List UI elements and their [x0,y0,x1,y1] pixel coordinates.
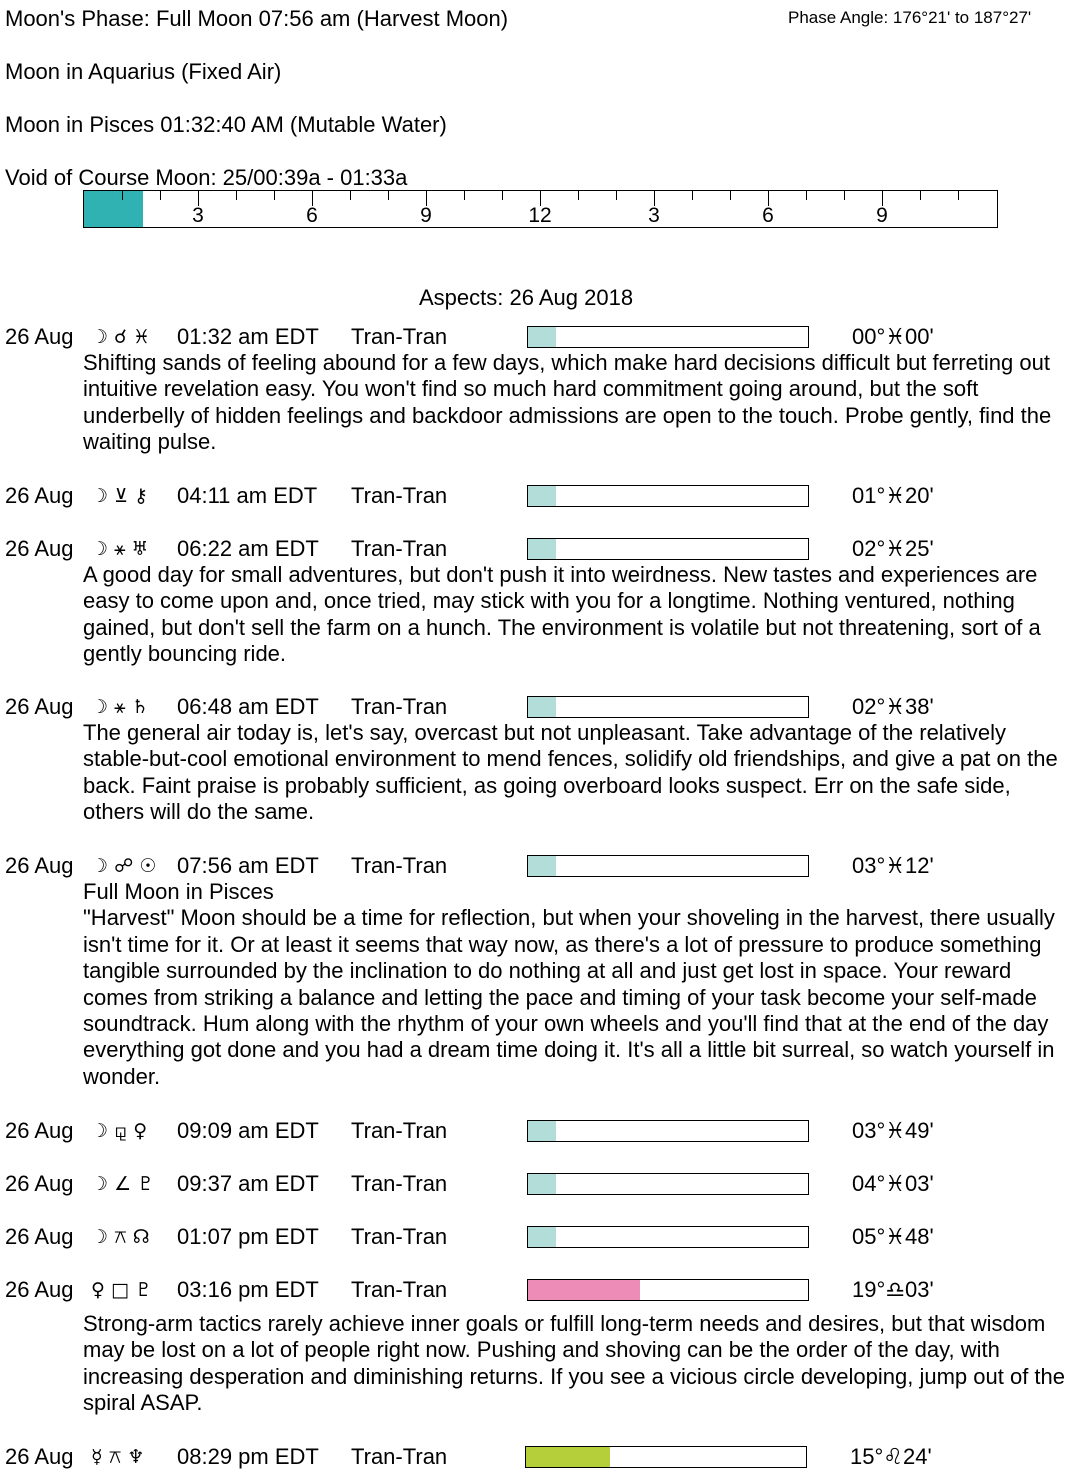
aspect-type: Tran-Tran [351,1224,448,1249]
hour-tick [806,191,807,200]
moon-in-aquarius: Moon in Aquarius (Fixed Air) [5,59,282,84]
aspect-date: 26 Aug [5,483,74,508]
aspect-description [83,1311,1073,1417]
aspect-type: Tran-Tran [351,1277,448,1302]
aspect-glyphs-icon: ☽ ⊻ ⚷ [91,485,148,507]
aspect-description-paragraph: A good day for small adventures, but don't push it into weirdness. New tastes and experiences are easy to come upon and, once tried, may stick with you for a longtime. Nothing ventured, nothing gained, but don't sell the farm on a hunch. The environment is volatile but not threatening, sort of a gently bouncing ride. [83,562,1041,667]
hour-label: 9 [420,204,432,227]
aspect-position: 15°♌24' [850,1444,932,1469]
aspect-description-paragraph: "Harvest" Moon should be a time for reflection, but when your shoveling in the harvest, there usually isn't time for it. Or at least it seems that way now, as there's a lot of pressure to produce something tangible surrounded by the inclination to do nothing at all and just get lost in space. Your reward comes from striking a balance and letting the pace and timing of your task become your self-made soundtrack. Hum along with the rhythm of your own wheels and you'll find that at the end of the day everything got done and you had a dream time doing it. It's all a little bit surreal, so watch yourself in wonder. [83,905,1055,1089]
aspect-position: 03°♓12' [852,853,934,878]
aspect-type: Tran-Tran [351,853,448,878]
aspect-glyphs-icon: ☽ ☍ ☉ [91,855,157,877]
aspect-strength-fill [526,1447,610,1467]
aspect-strength-fill [528,1227,556,1247]
hour-tick [730,191,731,200]
aspect-strength-fill [528,1280,640,1300]
void-of-course-timeline [83,190,998,228]
hour-tick [502,191,503,200]
aspect-row [0,1118,1080,1144]
aspect-type: Tran-Tran [351,1171,448,1196]
aspect-strength-bar [527,1279,809,1301]
aspect-position: 00°♓00' [852,324,934,349]
aspect-type: Tran-Tran [351,1118,448,1143]
aspect-row [0,694,1080,720]
hour-tick [274,191,275,200]
aspect-description-paragraph: Full Moon in Pisces [83,879,274,904]
aspect-description [83,879,1073,1090]
aspect-strength-fill [528,539,556,559]
aspect-row [0,1224,1080,1250]
hour-tick [578,191,579,200]
aspect-time: 08:29 pm EDT [177,1444,319,1469]
aspect-description [83,720,1073,826]
aspect-description [83,562,1073,668]
aspect-row [0,483,1080,509]
aspect-row [0,1444,1080,1470]
hour-tick [388,191,389,200]
aspect-time: 09:09 am EDT [177,1118,319,1143]
aspect-description-paragraph: Shifting sands of feeling abound for a few days, which make hard decisions difficult but ferreting out intuitive revelation easy. You won't find so much hard commitment going around, but the soft underbelly of hidden feelings and backdoor admissions are open to the touch. Probe gently, find the waiting pulse. [83,350,1052,455]
aspect-glyphs-icon: ☽ ∠ ♇ [91,1173,155,1195]
moon-phase: Moon's Phase: Full Moon 07:56 am (Harvest Moon) [5,6,509,31]
aspect-type: Tran-Tran [351,536,448,561]
hour-tick [236,191,237,200]
hour-label: 3 [192,204,204,227]
aspect-time: 04:11 am EDT [177,483,318,508]
aspect-strength-bar [527,1173,809,1195]
hour-tick [692,191,693,200]
aspect-description-paragraph: The general air today is, let's say, overcast but not unpleasant. Take advantage of the relatively stable-but-cool emotional environment to mend fences, solidify old friendships, and give a pat on the back. Faint praise is probably sufficient, as going overboard looks suspect. Err on the safe side, others will do the same. [83,720,1058,825]
aspect-row [0,536,1080,562]
hour-label: 12 [528,204,552,227]
aspect-time: 07:56 am EDT [177,853,319,878]
aspect-date: 26 Aug [5,853,74,878]
aspect-date: 26 Aug [5,324,74,349]
aspect-glyphs-icon: ☽ ☌ ♓ [91,326,150,348]
aspect-glyphs-icon: ♀ □ ♇ [91,1279,152,1301]
aspect-row [0,853,1080,879]
aspect-strength-bar [527,696,809,718]
hour-tick [920,191,921,200]
aspect-strength-bar [527,485,809,507]
aspect-type: Tran-Tran [351,1444,448,1469]
aspect-type: Tran-Tran [351,483,448,508]
hour-label: 9 [876,204,888,227]
aspect-strength-fill [528,1121,556,1141]
aspect-strength-bar [525,1446,807,1468]
aspect-strength-bar [527,1226,809,1248]
aspect-date: 26 Aug [5,1171,74,1196]
aspect-glyphs-icon: ☿ ⚻ ♆ [91,1446,145,1468]
aspect-date: 26 Aug [5,536,74,561]
aspect-glyphs-icon: ☽ ⚹ ♄ [91,696,149,718]
hour-tick [958,191,959,200]
aspect-description-paragraph: Strong-arm tactics rarely achieve inner goals or fulfill long-term needs and desires, but that wisdom may be lost on a lot of people right now. Pushing and shoving can be the order of the day, with increasing desperation and diminishing returns. If you see a vicious circle developing, jump out of the spiral ASAP. [83,1311,1065,1416]
aspect-position: 19°♎03' [852,1277,934,1302]
aspect-strength-fill [528,327,556,347]
aspect-date: 26 Aug [5,1224,74,1249]
aspect-time: 06:48 am EDT [177,694,319,719]
hour-tick [844,191,845,200]
hour-label: 6 [762,204,774,227]
hour-label: 3 [648,204,660,227]
hour-tick [616,191,617,200]
aspect-glyphs-icon: ☽ ⚻ ☊ [91,1226,150,1248]
aspect-date: 26 Aug [5,1118,74,1143]
aspect-date: 26 Aug [5,1277,74,1302]
aspect-position: 03°♓49' [852,1118,934,1143]
aspect-row [0,324,1080,350]
aspect-row [0,1277,1080,1303]
aspect-position: 01°♓20' [852,483,934,508]
aspect-strength-bar [527,855,809,877]
aspect-strength-fill [528,1174,556,1194]
aspect-type: Tran-Tran [351,324,448,349]
aspect-time: 01:32 am EDT [177,324,319,349]
aspect-row [0,1171,1080,1197]
aspect-strength-fill [528,856,556,876]
aspect-time: 09:37 am EDT [177,1171,319,1196]
aspect-glyphs-icon: ☽ ⚹ ♅ [91,538,149,560]
aspect-position: 04°♓03' [852,1171,934,1196]
aspect-strength-fill [528,486,556,506]
hour-tick [350,191,351,200]
phase-angle: Phase Angle: 176°21' to 187°27' [788,8,1032,27]
aspect-time: 01:07 pm EDT [177,1224,319,1249]
hour-tick [122,191,123,200]
hour-tick [464,191,465,200]
aspects-title: Aspects: 26 Aug 2018 [419,285,634,310]
aspect-date: 26 Aug [5,694,74,719]
aspect-strength-fill [528,697,556,717]
aspect-glyphs-icon: ☽ ⚼ ♀ [91,1120,148,1142]
aspect-time: 03:16 pm EDT [177,1277,319,1302]
aspect-description [83,350,1073,456]
aspect-strength-bar [527,326,809,348]
hour-label: 6 [306,204,318,227]
moon-in-pisces: Moon in Pisces 01:32:40 AM (Mutable Water) [5,112,447,137]
aspect-time: 06:22 am EDT [177,536,319,561]
aspect-strength-bar [527,1120,809,1142]
void-of-course-moon: Void of Course Moon: 25/00:39a - 01:33a [5,165,408,190]
void-period-fill [84,191,143,227]
aspect-position: 02°♓38' [852,694,934,719]
aspect-type: Tran-Tran [351,694,448,719]
hour-tick [160,191,161,200]
aspect-date: 26 Aug [5,1444,74,1469]
aspect-position: 05°♓48' [852,1224,934,1249]
aspect-position: 02°♓25' [852,536,934,561]
aspect-strength-bar [527,538,809,560]
